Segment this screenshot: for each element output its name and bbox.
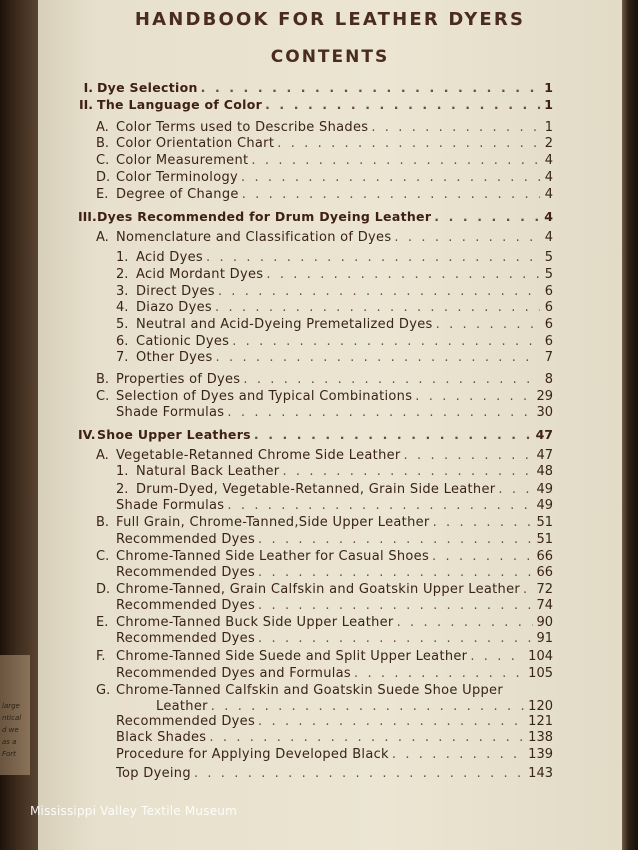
toc-dot-leader <box>258 597 533 614</box>
toc-dot-leader <box>404 447 534 464</box>
toc-entry-title: Chrome-Tanned Side Leather for Casual Shoes <box>116 549 430 564</box>
toc-entry <box>96 169 553 186</box>
toc-dot-leader <box>232 333 540 350</box>
toc-entry-number: G. <box>96 683 111 698</box>
toc-entry-title: Acid Mordant Dyes <box>136 267 264 282</box>
toc-entry-title: Other Dyes <box>136 350 213 365</box>
toc-entry-number: 5. <box>116 317 129 332</box>
toc-entry <box>116 283 553 300</box>
toc-dot-leader <box>523 581 533 598</box>
toc-page-number: 47 <box>535 427 553 442</box>
toc-entry-number: F. <box>96 649 106 664</box>
toc-entry-title: Leather <box>156 699 208 714</box>
toc-page-number: 1 <box>544 80 553 95</box>
toc-entry-title: Natural Back Leather <box>136 464 280 479</box>
toc-page-number: 121 <box>528 714 553 729</box>
toc-page-number: 72 <box>536 582 553 597</box>
toc-dot-leader <box>258 564 533 581</box>
toc-dot-leader <box>371 119 540 136</box>
toc-dot-leader <box>498 481 533 498</box>
toc-page-number: 4 <box>544 170 553 185</box>
toc-page-number: 4 <box>544 230 553 245</box>
toc-page-number: 1 <box>544 97 553 112</box>
toc-page-number: 51 <box>536 515 553 530</box>
toc-entry-title: Full Grain, Chrome-Tanned,Side Upper Leather <box>116 515 430 530</box>
toc-entry <box>96 648 553 665</box>
toc-entry-title: Chrome-Tanned Calfskin and Goatskin Suede Shoe Upper <box>116 683 503 698</box>
toc-entry-title: Drum-Dyed, Vegetable-Retanned, Grain Side Leather <box>136 482 496 497</box>
toc-dot-leader <box>241 169 540 186</box>
toc-dot-leader <box>282 463 533 480</box>
toc-entry <box>96 371 553 388</box>
toc-page-number: 29 <box>536 389 553 404</box>
toc-entry-title: Dye Selection <box>97 80 198 95</box>
toc-entry-number: IV. <box>78 427 96 442</box>
toc-entry-title: Dyes Recommended for Drum Dyeing Leather <box>97 209 432 224</box>
book-title: HANDBOOK FOR LEATHER DYERS <box>134 9 526 30</box>
left-page-text-line: as a <box>2 738 17 746</box>
toc-entry-title: Shoe Upper Leathers <box>97 427 251 442</box>
toc-entry-number: E. <box>96 187 109 202</box>
toc-entry-title: Recommended Dyes <box>116 598 256 613</box>
toc-entry-title: Recommended Dyes <box>116 532 256 547</box>
toc-entry <box>116 404 553 421</box>
toc-entry <box>96 581 553 598</box>
toc-dot-leader <box>394 229 540 246</box>
toc-entry-number: B. <box>96 515 110 530</box>
toc-dot-leader <box>215 299 540 316</box>
toc-page-number: 91 <box>536 631 553 646</box>
toc-dot-leader <box>397 614 534 631</box>
toc-dot-leader <box>194 765 525 782</box>
toc-entry-title: Black Shades <box>116 730 207 745</box>
toc-page-number: 4 <box>544 209 553 224</box>
toc-entry-title: Chrome-Tanned Buck Side Upper Leather <box>116 615 394 630</box>
toc-dot-leader <box>258 630 533 647</box>
toc-page-number: 47 <box>536 448 553 463</box>
toc-page-number: 139 <box>528 747 553 762</box>
toc-entry-title: Chrome-Tanned Side Suede and Split Upper Leather <box>116 649 468 664</box>
toc-entry-title: Selection of Dyes and Typical Combinations <box>116 389 413 404</box>
toc-entry <box>78 96 553 113</box>
toc-entry-number: C. <box>96 549 110 564</box>
toc-entry <box>78 426 553 443</box>
toc-page-number: 48 <box>536 464 553 479</box>
toc-dot-leader <box>434 208 540 225</box>
toc-dot-leader <box>392 746 525 763</box>
toc-entry-title: Color Terms used to Describe Shades <box>116 120 369 135</box>
toc-entry-number: 7. <box>116 350 129 365</box>
toc-entry-number: B. <box>96 136 110 151</box>
toc-page-number: 6 <box>544 317 553 332</box>
toc-entry <box>116 531 553 548</box>
toc-entry <box>96 682 553 699</box>
toc-entry-title: Recommended Dyes <box>116 631 256 646</box>
toc-entry <box>116 497 553 514</box>
left-page-text-line: large <box>2 702 20 710</box>
left-page-text-line: ntical <box>2 714 22 722</box>
toc-entry-title: Recommended Dyes <box>116 714 256 729</box>
toc-page-number: 138 <box>528 730 553 745</box>
toc-dot-leader <box>216 349 540 366</box>
toc-entry-title: Nomenclature and Classification of Dyes <box>116 230 392 245</box>
toc-dot-leader <box>251 152 540 169</box>
toc-page-number: 2 <box>544 136 553 151</box>
toc-page-number: 7 <box>544 350 553 365</box>
toc-entry <box>116 665 553 682</box>
toc-entry <box>96 614 553 631</box>
toc-entry-title: Shade Formulas <box>116 498 225 513</box>
toc-entry <box>116 729 553 746</box>
toc-entry <box>116 316 553 333</box>
toc-dot-leader <box>254 426 533 443</box>
toc-entry <box>116 463 553 480</box>
toc-dot-leader <box>258 531 533 548</box>
toc-entry-title: Procedure for Applying Developed Black <box>116 747 389 762</box>
toc-dot-leader <box>258 713 525 730</box>
toc-entry-title: Diazo Dyes <box>136 300 212 315</box>
toc-entry-number: A. <box>96 448 109 463</box>
toc-dot-leader <box>218 283 540 300</box>
toc-entry <box>96 447 553 464</box>
watermark: Mississippi Valley Textile Museum <box>30 804 237 818</box>
toc-entry-number: A. <box>96 230 109 245</box>
toc-dot-leader <box>201 79 540 96</box>
toc-dot-leader <box>209 729 525 746</box>
toc-dot-leader <box>277 135 540 152</box>
toc-page-number: 6 <box>544 334 553 349</box>
toc-entry-title: Neutral and Acid-Dyeing Premetalized Dyes <box>136 317 433 332</box>
toc-page-number: 66 <box>536 565 553 580</box>
toc-page-number: 105 <box>528 666 553 681</box>
toc-entry <box>116 630 553 647</box>
toc-entry-title: Shade Formulas <box>116 405 225 420</box>
toc-entry <box>96 548 553 565</box>
toc-entry-number: II. <box>78 97 93 112</box>
toc-entry <box>78 79 553 96</box>
toc-entry-number: C. <box>96 153 110 168</box>
toc-dot-leader <box>433 514 534 531</box>
toc-entry <box>96 135 553 152</box>
toc-entry-number: 6. <box>116 334 129 349</box>
toc-entry-title: Chrome-Tanned, Grain Calfskin and Goatskin Upper Leather <box>116 582 521 597</box>
toc-page-number: 30 <box>536 405 553 420</box>
toc-entry-title: Color Terminology <box>116 170 238 185</box>
toc-entry-title: Color Orientation Chart <box>116 136 275 151</box>
toc-entry <box>116 597 553 614</box>
toc-entry-number: I. <box>83 80 93 95</box>
toc-entry-title: Vegetable-Retanned Chrome Side Leather <box>116 448 401 463</box>
toc-entry-title: Degree of Change <box>116 187 239 202</box>
toc-page-number: 49 <box>536 482 553 497</box>
toc-dot-leader <box>266 266 540 283</box>
toc-dot-leader <box>432 548 533 565</box>
toc-entry-title: Properties of Dyes <box>116 372 241 387</box>
toc-entry-number: D. <box>96 170 111 185</box>
toc-entry-number: III. <box>78 209 97 224</box>
toc-entry <box>116 564 553 581</box>
toc-entry <box>78 208 553 225</box>
toc-page-number: 5 <box>544 267 553 282</box>
toc-entry <box>116 333 553 350</box>
toc-dot-leader <box>242 186 540 203</box>
contents-title: CONTENTS <box>270 47 390 67</box>
toc-dot-leader <box>265 96 540 113</box>
toc-entry <box>116 349 553 366</box>
toc-entry-title: Top Dyeing <box>116 766 191 781</box>
toc-entry-number: C. <box>96 389 110 404</box>
toc-entry <box>96 514 553 531</box>
toc-dot-leader <box>227 497 533 514</box>
toc-entry <box>116 713 553 730</box>
toc-entry-title: Recommended Dyes and Formulas <box>116 666 351 681</box>
toc-entry-number: E. <box>96 615 109 630</box>
toc-page-number: 49 <box>536 498 553 513</box>
toc-entry <box>116 299 553 316</box>
toc-page-number: 143 <box>528 766 553 781</box>
toc-entry-title: Acid Dyes <box>136 250 203 265</box>
toc-page-number: 51 <box>536 532 553 547</box>
toc-entry <box>96 119 553 136</box>
toc-entry <box>116 765 553 782</box>
toc-dot-leader <box>415 388 533 405</box>
toc-page-number: 8 <box>544 372 553 387</box>
toc-entry-number: D. <box>96 582 111 597</box>
toc-entry <box>96 229 553 246</box>
toc-page-number: 4 <box>544 153 553 168</box>
toc-page-number: 1 <box>544 120 553 135</box>
toc-dot-leader <box>206 249 540 266</box>
toc-page-number: 90 <box>536 615 553 630</box>
toc-page-number: 4 <box>544 187 553 202</box>
toc-dot-leader <box>470 648 525 665</box>
toc-entry <box>116 746 553 763</box>
toc-page-number: 120 <box>528 699 553 714</box>
toc-entry-title: Cationic Dyes <box>136 334 230 349</box>
toc-entry-number: 1. <box>116 250 129 265</box>
toc-entry <box>116 249 553 266</box>
toc-entry-number: 2. <box>116 267 129 282</box>
toc-entry-number: 2. <box>116 482 129 497</box>
toc-entry-number: 1. <box>116 464 129 479</box>
toc-entry <box>116 481 553 498</box>
toc-dot-leader <box>243 371 540 388</box>
toc-entry <box>96 152 553 169</box>
toc-page-number: 104 <box>528 649 553 664</box>
toc-entry <box>96 388 553 405</box>
toc-entry-title: Direct Dyes <box>136 284 215 299</box>
toc-entry-number: A. <box>96 120 109 135</box>
toc-entry <box>96 186 553 203</box>
toc-dot-leader <box>227 404 533 421</box>
toc-dot-leader <box>436 316 540 333</box>
toc-entry-number: 4. <box>116 300 129 315</box>
left-page-text-line: d we <box>2 726 19 734</box>
toc-entry-title: Recommended Dyes <box>116 565 256 580</box>
toc-entry-title: The Language of Color <box>97 97 263 112</box>
toc-entry-number: 3. <box>116 284 129 299</box>
toc-page-number: 5 <box>544 250 553 265</box>
toc-page-number: 66 <box>536 549 553 564</box>
toc-page-number: 74 <box>536 598 553 613</box>
toc-dot-leader <box>354 665 525 682</box>
toc-entry-number: B. <box>96 372 110 387</box>
toc-page-number: 6 <box>544 284 553 299</box>
toc-page-number: 6 <box>544 300 553 315</box>
toc-entry <box>116 266 553 283</box>
left-page-text-line: Fort <box>2 750 16 758</box>
toc-entry-title: Color Measurement <box>116 153 249 168</box>
